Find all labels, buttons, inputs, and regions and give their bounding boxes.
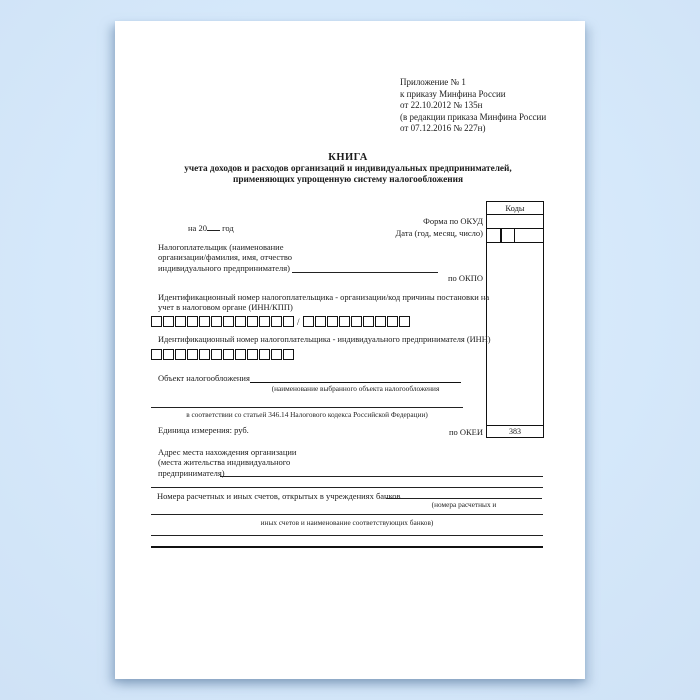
digit-cell	[259, 316, 270, 327]
appendix-line: к приказу Минфина России	[400, 88, 506, 99]
digit-cell	[363, 316, 374, 327]
year-prefix: на 20	[188, 223, 207, 233]
accounts-caption-1: (номера расчетных и	[431, 500, 497, 509]
digit-cell	[387, 316, 398, 327]
appendix-line: Приложение № 1	[400, 77, 466, 87]
title-subtitle-1: учета доходов и расходов организаций и индивидуальных предпринимателей,	[184, 163, 512, 174]
address-line: (места жительства индивидуального	[158, 457, 291, 468]
inn-org-line: Идентификационный номер налогоплательщика - организации/код причины постановки на	[158, 292, 490, 302]
unit-label: Единица измерения: руб.	[158, 425, 249, 435]
date-year-cell	[487, 229, 502, 242]
digit-cell	[283, 316, 294, 327]
year-suffix: год	[222, 223, 234, 233]
inn-kpp-separator: /	[297, 316, 300, 327]
digit-cell	[303, 316, 314, 327]
digit-cell	[375, 316, 386, 327]
section-divider-line	[151, 546, 543, 548]
digit-cell	[151, 316, 162, 327]
accounts-label: Номера расчетных и иных счетов, открытых в учреждениях банков	[157, 491, 401, 501]
inn-org-label	[158, 292, 489, 313]
kpp-cells	[303, 316, 411, 327]
inn-ip-cell-group	[151, 349, 295, 360]
codes-header: Коды	[487, 202, 543, 215]
digit-cell	[351, 316, 362, 327]
digit-cell	[175, 349, 186, 360]
tax-object-blank-line	[250, 382, 461, 383]
empty-code-cell	[487, 243, 543, 426]
tax-object-blank-line-2	[151, 407, 463, 408]
digit-cell	[211, 349, 222, 360]
digit-cell	[271, 349, 282, 360]
digit-cell	[199, 349, 210, 360]
digit-cell	[247, 316, 258, 327]
okud-label: Форма по ОКУД	[423, 216, 483, 226]
digit-cell	[235, 316, 246, 327]
codes-table	[486, 201, 544, 438]
digit-cell	[163, 316, 174, 327]
tax-object-label: Объект налогообложения	[158, 373, 250, 383]
taxpayer-label	[158, 242, 292, 273]
appendix-note	[400, 77, 546, 135]
taxpayer-blank-line	[292, 272, 438, 273]
digit-cell	[151, 349, 162, 360]
accounts-blank-line	[386, 498, 542, 499]
date-label: Дата (год, месяц, число)	[395, 228, 483, 238]
okei-code-cell: 383	[509, 427, 521, 436]
address-label	[158, 447, 296, 478]
inn-org-cells	[151, 316, 295, 327]
inn-ip-label: Идентификационный номер налогоплательщика - индивидуального предпринимателя (ИНН)	[158, 335, 491, 344]
date-month-cell	[502, 229, 515, 242]
inn-ip-cells	[151, 349, 295, 360]
digit-cell	[211, 316, 222, 327]
title-subtitle-2: применяющих упрощенную систему налогообложения	[233, 175, 463, 185]
digit-cell	[327, 316, 338, 327]
digit-cell	[187, 349, 198, 360]
digit-cell	[223, 349, 234, 360]
tax-object-caption-2: в соответствии со статьей 346.14 Налогового кодекса Российской Федерации)	[186, 410, 428, 419]
document-title	[151, 152, 545, 187]
digit-cell	[247, 349, 258, 360]
digit-cell	[283, 349, 294, 360]
appendix-line: от 22.10.2012 № 135н	[400, 100, 483, 111]
okei-label: по ОКЕИ	[448, 427, 483, 437]
document-page	[115, 21, 585, 679]
digit-cell	[235, 349, 246, 360]
date-code-cell	[487, 229, 543, 243]
appendix-line: (в редакции приказа Минфина России	[400, 111, 547, 122]
address-line: предпринимателя)	[158, 467, 225, 478]
digit-cell	[223, 316, 234, 327]
digit-cell	[271, 316, 282, 327]
accounts-blank-line-2	[151, 514, 543, 515]
digit-cell	[399, 316, 410, 327]
okpo-label: по ОКПО	[447, 273, 483, 283]
tax-object-caption-1: (наименование выбранного объекта налогообложения	[271, 384, 440, 393]
digit-cell	[187, 316, 198, 327]
year-blank	[207, 222, 220, 231]
digit-cell	[339, 316, 350, 327]
digit-cell	[175, 316, 186, 327]
taxpayer-line: Налогоплательщик (наименование	[158, 242, 284, 252]
title-heading: КНИГА	[328, 152, 368, 163]
digit-cell	[163, 349, 174, 360]
okud-code-cell	[487, 215, 543, 229]
digit-cell	[315, 316, 326, 327]
address-line: Адрес места нахождения организации	[158, 447, 297, 457]
address-blank-line-2	[151, 487, 543, 488]
year-field	[188, 222, 234, 233]
taxpayer-line: индивидуального предпринимателя)	[158, 262, 290, 273]
digit-cell	[199, 316, 210, 327]
date-day-cell	[515, 229, 543, 242]
taxpayer-line: организации/фамилия, имя, отчество	[158, 252, 293, 263]
digit-cell	[259, 349, 270, 360]
inn-org-line: учет в налоговом органе (ИНН/КПП)	[158, 302, 293, 313]
address-blank-line	[220, 476, 543, 477]
appendix-line: от 07.12.2016 № 227н)	[400, 123, 486, 134]
accounts-blank-line-3	[151, 535, 543, 536]
inn-kpp-cells	[151, 316, 411, 327]
accounts-caption-2: иных счетов и наименование соответствующих банков)	[260, 518, 434, 527]
